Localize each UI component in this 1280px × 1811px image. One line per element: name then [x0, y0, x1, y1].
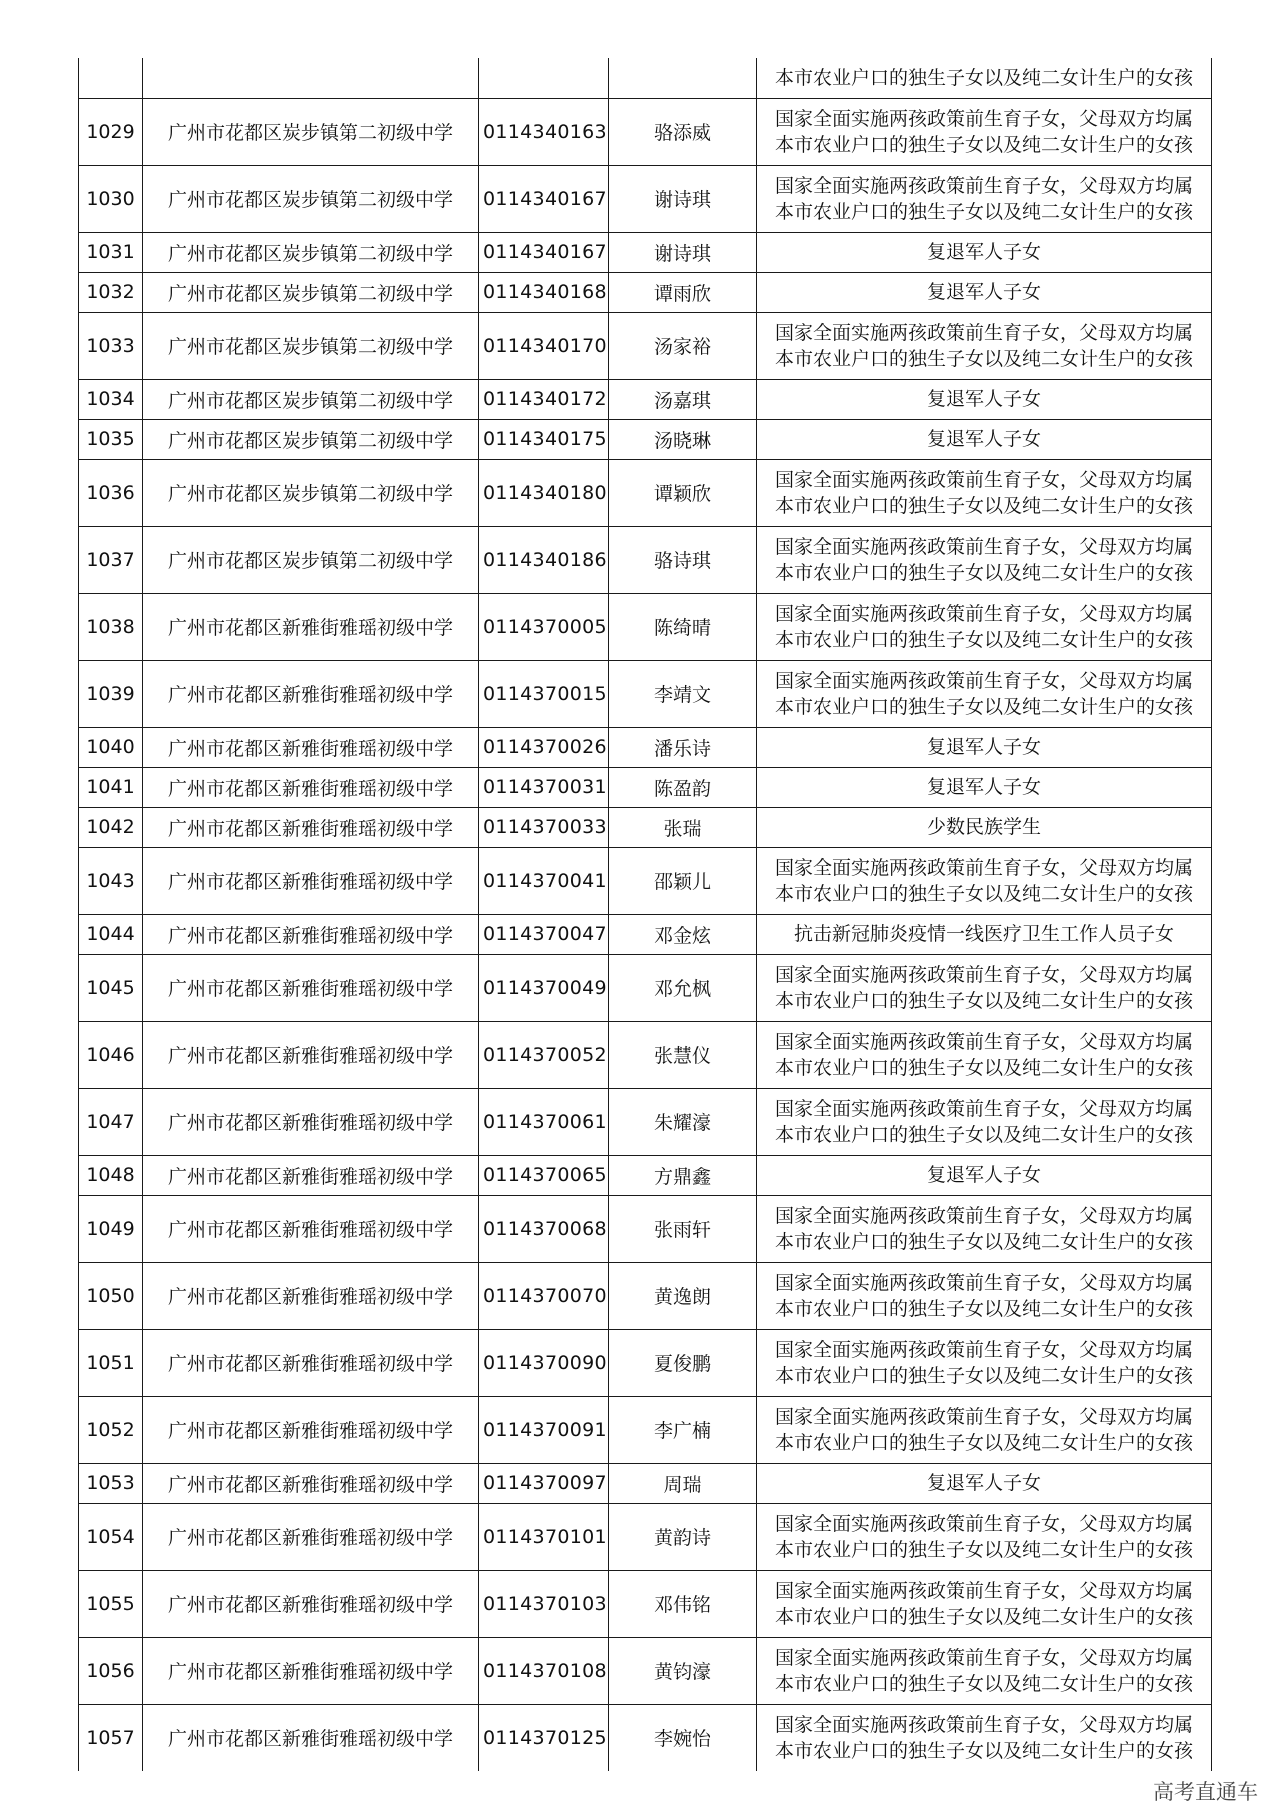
- school-cell: 广州市花都区新雅街雅瑶初级中学: [143, 1195, 479, 1262]
- category-cell: [757, 1503, 1212, 1570]
- school-cell: 广州市花都区新雅街雅瑶初级中学: [143, 1463, 479, 1503]
- student-name-cell: 谭雨欣: [609, 272, 757, 312]
- student-name-cell: 汤家裕: [609, 312, 757, 379]
- category-line: 本市农业户口的独生子女以及纯二女计生户的女孩: [774, 1364, 1193, 1387]
- table-row: [79, 526, 1212, 593]
- category-line: 国家全面实施两孩政策前生育子女，父母双方均属: [774, 856, 1193, 879]
- school-cell: 广州市花都区新雅街雅瑶初级中学: [143, 1088, 479, 1155]
- student-name-cell: 李广楠: [609, 1396, 757, 1463]
- category-line: 抗击新冠肺炎疫情一线医疗卫生工作人员子女: [793, 923, 1174, 945]
- student-id-cell: 0114370031: [479, 767, 609, 807]
- student-id-cell: 0114370052: [479, 1021, 609, 1088]
- category-cell: [757, 1088, 1212, 1155]
- category-line: 国家全面实施两孩政策前生育子女，父母双方均属: [774, 321, 1193, 344]
- school-cell: 广州市花都区新雅街雅瑶初级中学: [143, 1329, 479, 1396]
- student-id-cell: 0114340170: [479, 312, 609, 379]
- student-id-cell: 0114370108: [479, 1637, 609, 1704]
- category-line: 国家全面实施两孩政策前生育子女，父母双方均属: [774, 1338, 1193, 1361]
- student-name-cell: 骆添威: [609, 98, 757, 165]
- row-number-cell: 1046: [79, 1021, 143, 1088]
- school-cell: [143, 58, 479, 98]
- table-row: [79, 914, 1212, 954]
- school-cell: 广州市花都区炭步镇第二初级中学: [143, 272, 479, 312]
- category-cell: [757, 98, 1212, 165]
- student-id-cell: 0114370061: [479, 1088, 609, 1155]
- row-number-cell: 1056: [79, 1637, 143, 1704]
- category-cell: [757, 459, 1212, 526]
- student-name-cell: 张瑞: [609, 807, 757, 847]
- table-row: [79, 847, 1212, 914]
- row-number-cell: 1035: [79, 419, 143, 459]
- school-cell: 广州市花都区新雅街雅瑶初级中学: [143, 660, 479, 727]
- student-name-cell: 李靖文: [609, 660, 757, 727]
- student-name-cell: 方鼎鑫: [609, 1155, 757, 1195]
- category-cell: [757, 914, 1212, 954]
- row-number-cell: 1052: [79, 1396, 143, 1463]
- row-number-cell: 1054: [79, 1503, 143, 1570]
- student-name-cell: 汤晓琳: [609, 419, 757, 459]
- category-line: 本市农业户口的独生子女以及纯二女计生户的女孩: [774, 133, 1193, 156]
- category-cell: 本市农业户口的独生子女以及纯二女计生户的女孩: [757, 58, 1212, 98]
- category-line: 本市农业户口的独生子女以及纯二女计生户的女孩: [774, 347, 1193, 370]
- student-name-cell: 李婉怡: [609, 1704, 757, 1771]
- table-row: [79, 727, 1212, 767]
- category-cell: [757, 1396, 1212, 1463]
- category-line: 本市农业户口的独生子女以及纯二女计生户的女孩: [774, 1230, 1193, 1253]
- table-row: [79, 1570, 1212, 1637]
- student-name-cell: 邓伟铭: [609, 1570, 757, 1637]
- table-row: [79, 660, 1212, 727]
- category-cell: [757, 165, 1212, 232]
- student-name-cell: 张雨轩: [609, 1195, 757, 1262]
- row-number-cell: 1036: [79, 459, 143, 526]
- student-name-cell: 朱耀濠: [609, 1088, 757, 1155]
- table-row: [79, 1503, 1212, 1570]
- school-cell: 广州市花都区新雅街雅瑶初级中学: [143, 847, 479, 914]
- student-name-cell: 谢诗琪: [609, 232, 757, 272]
- category-cell: [757, 1262, 1212, 1329]
- student-id-cell: 0114370041: [479, 847, 609, 914]
- category-line: 本市农业户口的独生子女以及纯二女计生户的女孩: [774, 1538, 1193, 1561]
- student-id-cell: 0114370026: [479, 727, 609, 767]
- category-cell: [757, 847, 1212, 914]
- category-line: 国家全面实施两孩政策前生育子女，父母双方均属: [774, 669, 1193, 692]
- row-number-cell: 1032: [79, 272, 143, 312]
- category-line: 国家全面实施两孩政策前生育子女，父母双方均属: [774, 535, 1193, 558]
- school-cell: 广州市花都区新雅街雅瑶初级中学: [143, 1262, 479, 1329]
- student-name-cell: 邓金炫: [609, 914, 757, 954]
- row-number-cell: 1037: [79, 526, 143, 593]
- category-cell: [757, 312, 1212, 379]
- school-cell: 广州市花都区新雅街雅瑶初级中学: [143, 807, 479, 847]
- category-line: 国家全面实施两孩政策前生育子女，父母双方均属: [774, 1646, 1193, 1669]
- student-name-cell: 夏俊鹏: [609, 1329, 757, 1396]
- student-id-cell: 0114370033: [479, 807, 609, 847]
- category-line: 本市农业户口的独生子女以及纯二女计生户的女孩: [774, 1605, 1193, 1628]
- row-number-cell: 1049: [79, 1195, 143, 1262]
- row-number-cell: 1030: [79, 165, 143, 232]
- student-name-cell: 陈绮晴: [609, 593, 757, 660]
- table-row: [79, 954, 1212, 1021]
- category-line: 本市农业户口的独生子女以及纯二女计生户的女孩: [774, 1672, 1193, 1695]
- row-number-cell: 1047: [79, 1088, 143, 1155]
- school-cell: 广州市花都区新雅街雅瑶初级中学: [143, 914, 479, 954]
- category-cell: [757, 526, 1212, 593]
- category-cell: [757, 660, 1212, 727]
- category-cell: [757, 1195, 1212, 1262]
- category-cell: [757, 954, 1212, 1021]
- student-id-cell: 0114370005: [479, 593, 609, 660]
- student-id-cell: 0114370049: [479, 954, 609, 1021]
- table-row: [79, 312, 1212, 379]
- school-cell: 广州市花都区新雅街雅瑶初级中学: [143, 767, 479, 807]
- category-line: 复退军人子女: [926, 736, 1041, 758]
- category-cell: [757, 1637, 1212, 1704]
- school-cell: 广州市花都区新雅街雅瑶初级中学: [143, 1396, 479, 1463]
- category-line: 国家全面实施两孩政策前生育子女，父母双方均属: [774, 1204, 1193, 1227]
- category-line: 本市农业户口的独生子女以及纯二女计生户的女孩: [774, 989, 1193, 1012]
- row-number-cell: 1029: [79, 98, 143, 165]
- category-line: 本市农业户口的独生子女以及纯二女计生户的女孩: [774, 1431, 1193, 1454]
- student-id-cell: 0114340168: [479, 272, 609, 312]
- student-id-cell: 0114340180: [479, 459, 609, 526]
- category-cell: [757, 1329, 1212, 1396]
- category-line: 国家全面实施两孩政策前生育子女，父母双方均属: [774, 1579, 1193, 1602]
- student-id-cell: 0114370125: [479, 1704, 609, 1771]
- student-id-cell: 0114340175: [479, 419, 609, 459]
- student-name-cell: 谢诗琪: [609, 165, 757, 232]
- student-id-cell: 0114340186: [479, 526, 609, 593]
- table-row: [79, 459, 1212, 526]
- category-cell: [757, 593, 1212, 660]
- school-cell: 广州市花都区新雅街雅瑶初级中学: [143, 593, 479, 660]
- student-id-cell: 0114340172: [479, 379, 609, 419]
- row-number-cell: 1039: [79, 660, 143, 727]
- category-line: 国家全面实施两孩政策前生育子女，父母双方均属: [774, 107, 1193, 130]
- category-line: 复退军人子女: [926, 388, 1041, 410]
- student-id-cell: 0114370015: [479, 660, 609, 727]
- row-number-cell: 1050: [79, 1262, 143, 1329]
- category-cell: [757, 419, 1212, 459]
- category-cell: [757, 807, 1212, 847]
- student-name-cell: 谭颖欣: [609, 459, 757, 526]
- student-id-cell: 0114370091: [479, 1396, 609, 1463]
- student-id-cell: 0114370065: [479, 1155, 609, 1195]
- table-row: [79, 1704, 1212, 1771]
- row-number-cell: 1044: [79, 914, 143, 954]
- category-line: 国家全面实施两孩政策前生育子女，父母双方均属: [774, 1713, 1193, 1736]
- table-row: [79, 165, 1212, 232]
- category-cell: [757, 1155, 1212, 1195]
- row-number-cell: 1042: [79, 807, 143, 847]
- roster-body: [79, 58, 1212, 1771]
- school-cell: 广州市花都区新雅街雅瑶初级中学: [143, 1155, 479, 1195]
- table-row: [79, 1155, 1212, 1195]
- category-line: 本市农业户口的独生子女以及纯二女计生户的女孩: [774, 1123, 1193, 1146]
- category-line: 本市农业户口的独生子女以及纯二女计生户的女孩: [774, 628, 1193, 651]
- category-cell: [757, 1021, 1212, 1088]
- row-number-cell: 1040: [79, 727, 143, 767]
- school-cell: 广州市花都区新雅街雅瑶初级中学: [143, 727, 479, 767]
- category-line: 复退军人子女: [926, 241, 1041, 263]
- school-cell: 广州市花都区炭步镇第二初级中学: [143, 459, 479, 526]
- category-line: 本市农业户口的独生子女以及纯二女计生户的女孩: [774, 1739, 1193, 1762]
- school-cell: 广州市花都区新雅街雅瑶初级中学: [143, 1570, 479, 1637]
- table-row: [79, 1396, 1212, 1463]
- school-cell: 广州市花都区炭步镇第二初级中学: [143, 526, 479, 593]
- school-cell: 广州市花都区新雅街雅瑶初级中学: [143, 1503, 479, 1570]
- student-id-cell: 0114340167: [479, 165, 609, 232]
- table-row: [79, 232, 1212, 272]
- table-row: [79, 98, 1212, 165]
- category-line: 国家全面实施两孩政策前生育子女，父母双方均属: [774, 468, 1193, 491]
- roster-table: [78, 58, 1212, 1771]
- row-number-cell: 1051: [79, 1329, 143, 1396]
- category-cell: [757, 1463, 1212, 1503]
- row-number-cell: 1055: [79, 1570, 143, 1637]
- category-line: 复退军人子女: [926, 1164, 1041, 1186]
- category-line: 国家全面实施两孩政策前生育子女，父母双方均属: [774, 1271, 1193, 1294]
- student-id-cell: 0114340167: [479, 232, 609, 272]
- school-cell: 广州市花都区新雅街雅瑶初级中学: [143, 1704, 479, 1771]
- student-name-cell: 汤嘉琪: [609, 379, 757, 419]
- student-name-cell: 张慧仪: [609, 1021, 757, 1088]
- school-cell: 广州市花都区新雅街雅瑶初级中学: [143, 1021, 479, 1088]
- table-row: [79, 1021, 1212, 1088]
- row-number-cell: 1034: [79, 379, 143, 419]
- table-row: [79, 1262, 1212, 1329]
- category-line: 国家全面实施两孩政策前生育子女，父母双方均属: [774, 1097, 1193, 1120]
- table-row: [79, 807, 1212, 847]
- table-row: [79, 593, 1212, 660]
- table-row: [79, 1463, 1212, 1503]
- school-cell: 广州市花都区炭步镇第二初级中学: [143, 379, 479, 419]
- category-line: 本市农业户口的独生子女以及纯二女计生户的女孩: [774, 695, 1193, 718]
- student-id-cell: 0114340163: [479, 98, 609, 165]
- school-cell: 广州市花都区炭步镇第二初级中学: [143, 232, 479, 272]
- watermark: 高考直通车: [1153, 1780, 1258, 1804]
- student-name-cell: 黄韵诗: [609, 1503, 757, 1570]
- student-id-cell: 0114370090: [479, 1329, 609, 1396]
- category-line: 复退军人子女: [926, 1472, 1041, 1494]
- table-row: [79, 419, 1212, 459]
- category-line: 本市农业户口的独生子女以及纯二女计生户的女孩: [774, 1056, 1193, 1079]
- school-cell: 广州市花都区新雅街雅瑶初级中学: [143, 954, 479, 1021]
- table-row-partial: [79, 58, 1212, 98]
- category-line: 本市农业户口的独生子女以及纯二女计生户的女孩: [774, 494, 1193, 517]
- student-id-cell: 0114370068: [479, 1195, 609, 1262]
- category-line: 国家全面实施两孩政策前生育子女，父母双方均属: [774, 174, 1193, 197]
- category-line: 国家全面实施两孩政策前生育子女，父母双方均属: [774, 963, 1193, 986]
- table-row: [79, 272, 1212, 312]
- table-row: [79, 379, 1212, 419]
- row-number-cell: 1038: [79, 593, 143, 660]
- row-number-cell: 1041: [79, 767, 143, 807]
- student-id-cell: 0114370101: [479, 1503, 609, 1570]
- category-cell: [757, 272, 1212, 312]
- category-line: 少数民族学生: [926, 816, 1041, 838]
- category-line: 本市农业户口的独生子女以及纯二女计生户的女孩: [774, 1297, 1193, 1320]
- student-id-cell: 0114370047: [479, 914, 609, 954]
- category-line: 复退军人子女: [926, 776, 1041, 798]
- category-line: 复退军人子女: [926, 281, 1041, 303]
- row-number-cell: 1033: [79, 312, 143, 379]
- student-id-cell: 0114370097: [479, 1463, 609, 1503]
- table-row: [79, 767, 1212, 807]
- table-row: [79, 1637, 1212, 1704]
- category-cell: [757, 1704, 1212, 1771]
- student-name-cell: 周瑞: [609, 1463, 757, 1503]
- row-number-cell: [79, 58, 143, 98]
- category-line: 国家全面实施两孩政策前生育子女，父母双方均属: [774, 1512, 1193, 1535]
- category-line: 复退军人子女: [926, 428, 1041, 450]
- student-name-cell: [609, 58, 757, 98]
- school-cell: 广州市花都区炭步镇第二初级中学: [143, 312, 479, 379]
- row-number-cell: 1043: [79, 847, 143, 914]
- category-line: 本市农业户口的独生子女以及纯二女计生户的女孩: [774, 200, 1193, 223]
- row-number-cell: 1053: [79, 1463, 143, 1503]
- student-name-cell: 潘乐诗: [609, 727, 757, 767]
- category-cell: [757, 727, 1212, 767]
- school-cell: 广州市花都区炭步镇第二初级中学: [143, 419, 479, 459]
- category-line: 国家全面实施两孩政策前生育子女，父母双方均属: [774, 602, 1193, 625]
- student-name-cell: 骆诗琪: [609, 526, 757, 593]
- row-number-cell: 1045: [79, 954, 143, 1021]
- row-number-cell: 1031: [79, 232, 143, 272]
- school-cell: 广州市花都区炭步镇第二初级中学: [143, 98, 479, 165]
- school-cell: 广州市花都区炭步镇第二初级中学: [143, 165, 479, 232]
- row-number-cell: 1057: [79, 1704, 143, 1771]
- category-line: 本市农业户口的独生子女以及纯二女计生户的女孩: [774, 561, 1193, 584]
- student-name-cell: 陈盈韵: [609, 767, 757, 807]
- student-name-cell: 黄逸朗: [609, 1262, 757, 1329]
- category-line: 本市农业户口的独生子女以及纯二女计生户的女孩: [774, 882, 1193, 905]
- table-row: [79, 1329, 1212, 1396]
- student-id-cell: 0114370103: [479, 1570, 609, 1637]
- student-name-cell: 黄钧濠: [609, 1637, 757, 1704]
- student-name-cell: 邓允枫: [609, 954, 757, 1021]
- row-number-cell: 1048: [79, 1155, 143, 1195]
- student-id-cell: 0114370070: [479, 1262, 609, 1329]
- category-cell: [757, 767, 1212, 807]
- category-cell: [757, 232, 1212, 272]
- table-row: [79, 1195, 1212, 1262]
- school-cell: 广州市花都区新雅街雅瑶初级中学: [143, 1637, 479, 1704]
- table-row: [79, 1088, 1212, 1155]
- category-cell: [757, 379, 1212, 419]
- category-line: 国家全面实施两孩政策前生育子女，父母双方均属: [774, 1405, 1193, 1428]
- category-line: 国家全面实施两孩政策前生育子女，父母双方均属: [774, 1030, 1193, 1053]
- student-name-cell: 邵颖儿: [609, 847, 757, 914]
- category-cell: [757, 1570, 1212, 1637]
- student-id-cell: [479, 58, 609, 98]
